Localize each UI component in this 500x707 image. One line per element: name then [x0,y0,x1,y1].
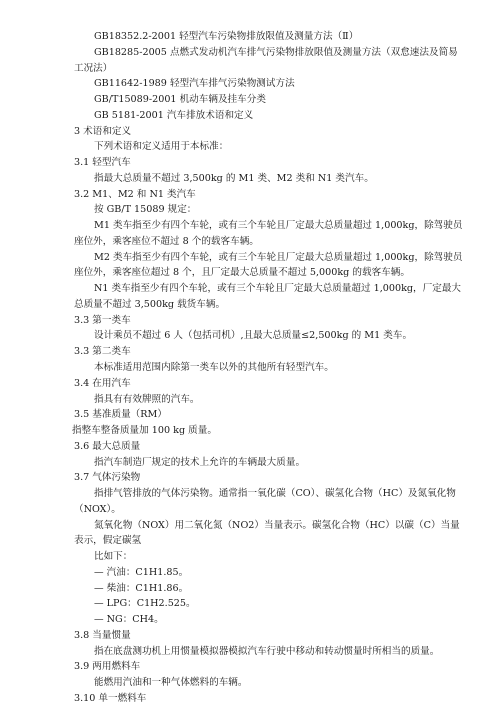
term-body-3-2-intro: 按 GB/T 15089 规定： [94,204,197,215]
term-body-3-8: 指在底盘测功机上用惯量模拟器模拟汽车行驶中移动和转动惯量时所相当的质量。 [94,646,440,657]
reference-standard-gb18285: GB18285-2005 点燃式发动机汽车排气污染物排放限值及测量方法（双怠速法及简易 [94,47,458,58]
fuel-ratio-lpg: — LPG：C1H2.525。 [94,598,196,609]
term-heading-3-3a: 3.3 第一类车 [74,315,131,326]
reference-standard-gb11642: GB11642-1989 轻型汽车排气污染物测试方法 [94,78,295,89]
term-body-n1: N1 类车指至少有四个车轮，或有三个车轮且厂定最大总质量超过 1,000kg，厂定最大 [94,283,462,294]
term-body-nox: 氮氧化物（NOX）用二氧化氮（NO2）当量表示。碳氢化合物（HC）以碳（C）当量 [94,520,460,531]
term-heading-3-2: 3.2 M1、M2 和 N1 类汽车 [74,189,196,200]
term-body-3-3b: 本标准适用范围内除第一类车以外的其他所有轻型汽车。 [94,362,334,373]
term-body-3-5: 指整车整备质量加 100 kg 质量。 [72,425,217,436]
term-heading-3-6: 3.6 最大总质量 [74,441,141,452]
reference-standard-gb18285-cont: 工况法） [74,63,113,74]
term-body-nox-cont: 表示，假定碳氢 [74,535,142,546]
term-body-3-1: 指最大总质量不超过 3,500kg 的 M1 类、M2 类和 N1 类汽车。 [94,173,374,184]
term-body-3-3a: 设计乘员不超过 6 人（包括司机）,且最大总质量≤2,500kg 的 M1 类车。 [94,330,413,341]
term-heading-3-3b: 3.3 第二类车 [74,346,131,357]
term-heading-3-1: 3.1 轻型汽车 [74,157,131,168]
fuel-ratio-ng: — NG：CH4。 [94,614,164,625]
term-body-3-9: 能燃用汽油和一种气体燃料的车辆。 [94,677,248,688]
section-intro: 下列术语和定义适用于本标准： [94,141,229,152]
term-body-m2: M2 类车指至少有四个车轮，或有三个车轮且厂定最大总质量超过 1,000kg，除驾驶员 [94,252,463,263]
reference-standard-gb5181: GB 5181-2001 汽车排放术语和定义 [94,110,254,121]
term-body-m1-cont: 座位外，乘客座位不超过 8 个的载客车辆。 [74,236,259,247]
term-body-3-7: 指排气管排放的气体污染物。通常指一氧化碳（CO）、碳氢化合物（HC）及氮氧化物 [94,488,456,499]
term-heading-3-9: 3.9 两用燃料车 [74,661,141,672]
reference-standard-gbt15089: GB/T15089-2001 机动车辆及挂车分类 [94,94,266,105]
term-heading-3-4: 3.4 在用汽车 [74,378,131,389]
term-heading-3-8: 3.8 当量惯量 [74,630,131,641]
term-body-3-4: 指具有有效牌照的汽车。 [94,394,200,405]
reference-standard-gb18352: GB18352.2-2001 轻型汽车污染物排放限值及测量方法（Ⅱ） [94,31,359,42]
fuel-ratio-diesel: — 柴油：C1H1.86。 [94,583,189,594]
term-heading-3-5: 3.5 基准质量（RM） [74,409,167,420]
term-body-3-6: 指汽车制造厂规定的技术上允许的车辆最大质量。 [94,457,306,468]
term-body-3-7-cont: （NOX）。 [74,504,121,515]
term-body-m1: M1 类车指至少有四个车轮，或有三个车轮且厂定最大总质量超过 1,000kg，除驾驶员 [94,220,463,231]
term-body-m2-cont: 座位外，乘客座位超过 8 个，且厂定最大总质量不超过 5,000kg 的载客车辆。 [74,267,410,278]
term-heading-3-10: 3.10 单一燃料车 [74,693,147,704]
term-heading-3-7: 3.7 气体污染物 [74,472,141,483]
section-heading-terms: 3 术语和定义 [74,126,132,137]
term-body-n1-cont: 总质量不超过 3,500kg 载货车辆。 [74,299,226,310]
term-body-ratio-intro: 比如下： [94,551,133,562]
fuel-ratio-gasoline: — 汽油：C1H1.85。 [94,567,189,578]
